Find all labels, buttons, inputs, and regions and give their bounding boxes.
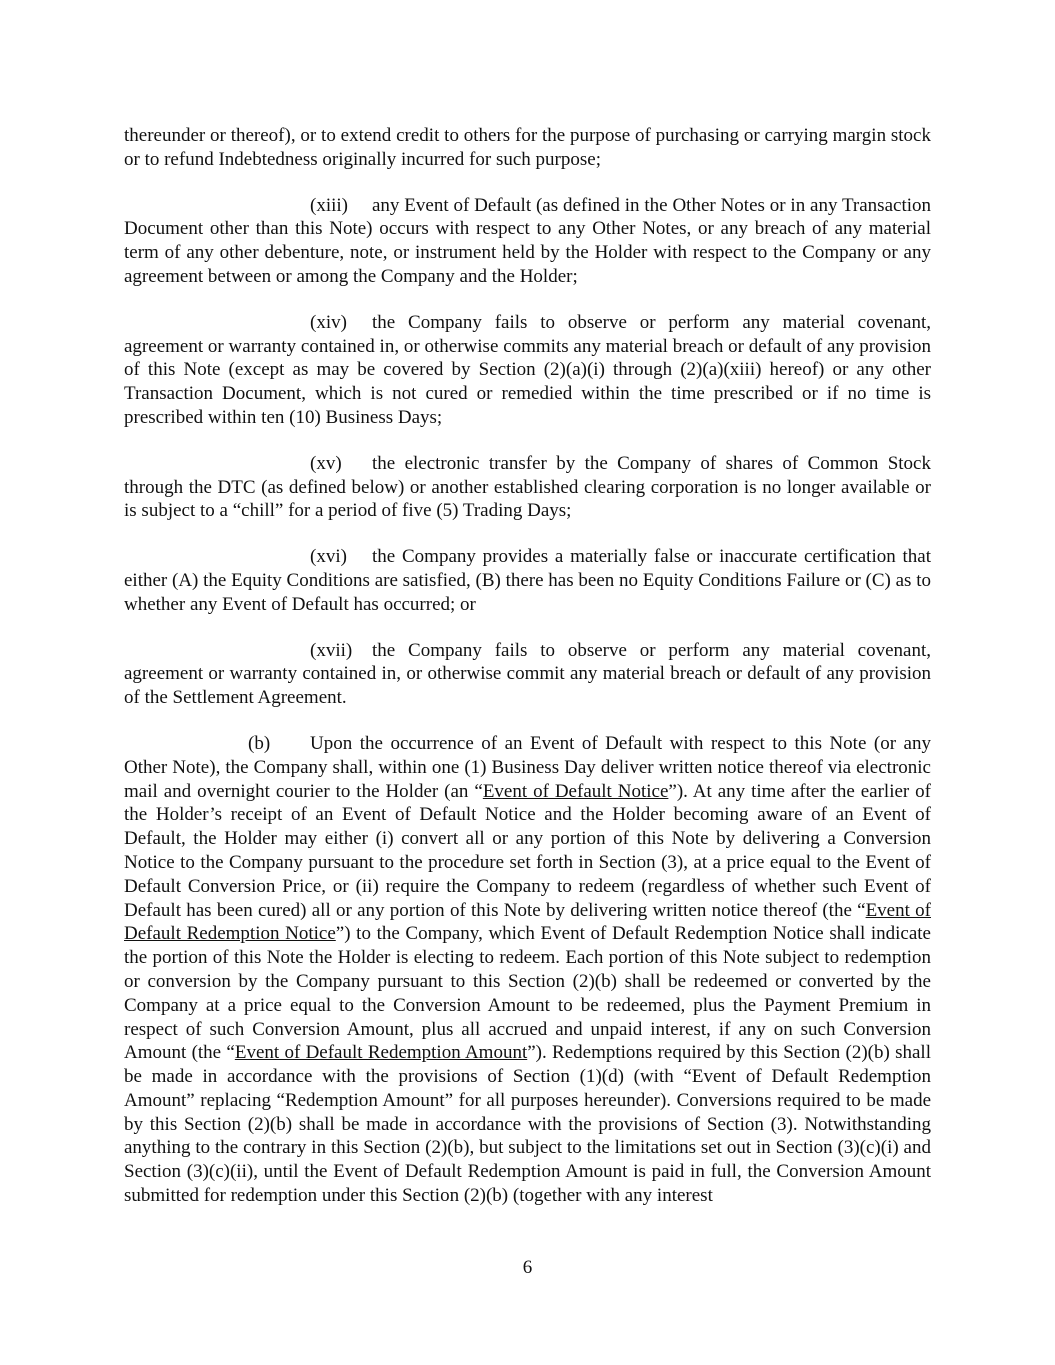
- section-text: Upon the occurrence of an Event of Default with respect to this Note (or any Other Note), the Company shall, within one (1) Business Day deliver written notice thereof via electronic mail and overnight courier to the Holder (an “: [124, 732, 931, 802]
- section-number: (b): [248, 732, 271, 754]
- section-b: [124, 732, 931, 1208]
- continuation-paragraph: thereunder or thereof), or to extend credit to others for the purpose of purchasing or carrying margin stock or to refund Indebtedness originally incurred for such purpose;: [124, 125, 931, 170]
- defined-term-event-of-default-redemption-notice: Event of Default Redemption Notice: [124, 899, 931, 945]
- clause-number: (xvii): [310, 639, 353, 661]
- clause-text: any Event of Default (as defined in the Other Notes or in any Transaction Document other than this Note) occurs with respect to any Other Notes, or any breach of any material term of any other debenture, note, or instrument held by the Holder with respect to the Company or any agreement between or among the Company and the Holder;: [124, 194, 931, 287]
- clause-number: (xiv): [310, 311, 347, 333]
- clause-xiv: [124, 311, 931, 430]
- clause-xiii: [124, 194, 931, 289]
- clause-text: the electronic transfer by the Company of shares of Common Stock through the DTC (as defined below) or another established clearing corporation is no longer available or is subject to a “chill” for a period of five (5) Trading Days;: [124, 452, 931, 522]
- clause-xvi: [124, 545, 931, 616]
- clause-text: the Company fails to observe or perform any material covenant, agreement or warranty contained in, or otherwise commits any material breach or default of any provision of this Note (except as may be covered by Section (2)(a)(i) through (2)(a)(xiii) hereof) or any other Transaction Document, which is not cured or remedied within the time prescribed or if no time is prescribed within ten (10) Business Days;: [124, 311, 931, 428]
- clause-text: the Company fails to observe or perform any material covenant, agreement or warranty contained in, or otherwise commit any material breach or default of any provision of the Settlement Agreement.: [124, 639, 931, 709]
- section-text: ”). At any time after the earlier of the Holder’s receipt of an Event of Default Notice and the Holder becoming aware of an Event of Default, the Holder may either (i) convert all or any portion of this Note by delivering a Conversion Notice to the Company pursuant to the procedure set forth in Section (3), at a price equal to the Event of Default Conversion Price, or (ii) require the Company to redeem (regardless of whether such Event of Default has been cured) all or any portion of this Note by delivering written notice thereof (the “: [124, 780, 932, 921]
- clause-number: (xv): [310, 452, 342, 474]
- clause-number: (xvi): [310, 546, 347, 568]
- clause-number: (xiii): [310, 194, 348, 216]
- defined-term-event-of-default-redemption-amount: Event of Default Redemption Amount: [234, 1042, 528, 1064]
- document-page: [124, 124, 931, 1208]
- clause-xv: [124, 452, 931, 523]
- defined-term-event-of-default-notice: Event of Default Notice: [482, 780, 669, 802]
- section-text: ”). Redemptions required by this Section (2)(b) shall be made in accordance with the provisions of Section (1)(d) (with “Event of Default Redemption Amount” replacing “Redemption Amount” for all purposes hereunder). Conversions required to be made by this Section (2)(b) shall be made in accordance with the provisions of Section (3). Notwithstanding anything to the contrary in this Section (2)(b), but subject to the limitations set out in Section (3)(c)(i) and Section (3)(c)(ii), until the Event of Default Redemption Amount is paid in full, the Conversion Amount submitted for redemption under this Section (2)(b) (together with any interest: [124, 1042, 931, 1207]
- page-number: 6: [522, 1257, 533, 1278]
- clause-text: the Company provides a materially false or inaccurate certification that either (A) the Equity Conditions are satisfied, (B) there has been no Equity Conditions Failure or (C) as to whether any Event of Default has occurred; or: [124, 546, 931, 615]
- section-text: ”) to the Company, which Event of Default Redemption Notice shall indicate the portion of this Note the Holder is electing to redeem. Each portion of this Note subject to redemption or conversion by the Company pursuant to this Section (2)(b) shall be redeemed or converted by the Company at a price equal to the Conversion Amount to be redeemed, plus the Payment Premium in respect of such Conversion Amount, plus all accrued and unpaid interest, if any on such Conversion Amount (the “: [124, 923, 931, 1064]
- clause-xvii: [124, 639, 931, 710]
